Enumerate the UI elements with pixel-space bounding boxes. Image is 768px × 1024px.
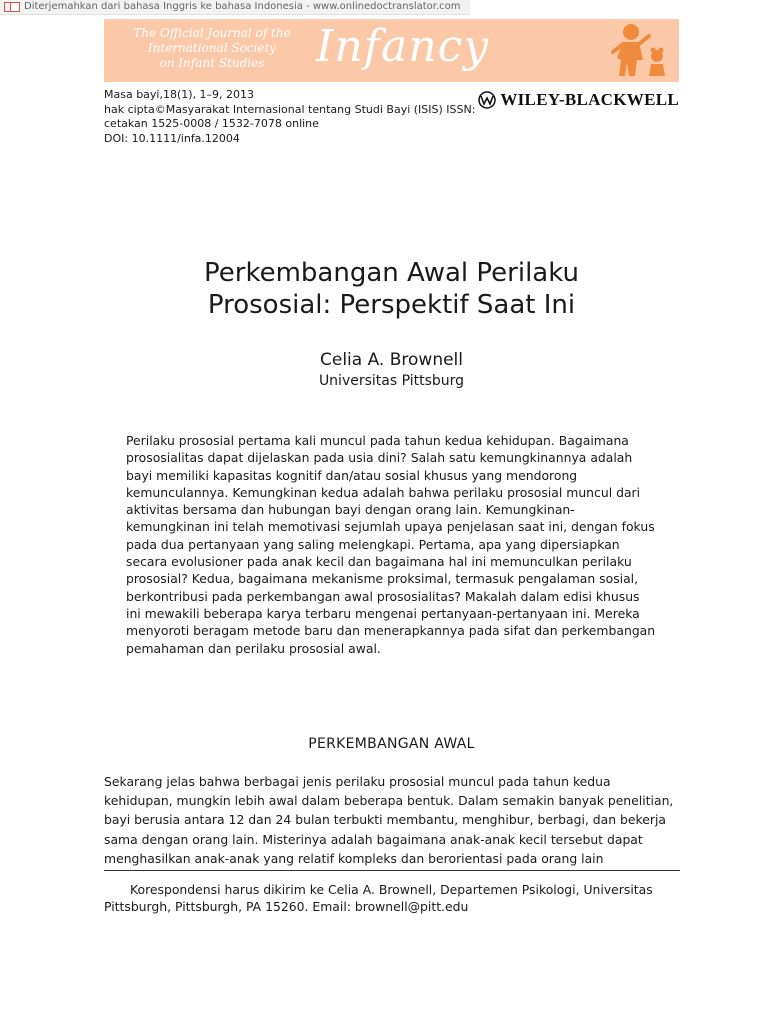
- article-title: [104, 257, 679, 321]
- author-affiliation: Universitas Pittsburg: [318, 373, 465, 389]
- footnote-divider: [104, 870, 680, 871]
- abstract-line: prososial? Kedua, bagaimana mekanisme proksimal, termasuk pengalaman sosial,: [126, 571, 639, 587]
- body-line: Sekarang jelas bahwa berbagai jenis perilaku prososial muncul pada tahun kedua: [104, 774, 611, 789]
- translator-notice-bar[interactable]: [0, 0, 470, 15]
- abstract-line: bayi memiliki kapasitas kognitif dan/atau sosial khusus yang mendorong: [126, 467, 578, 483]
- issn: cetakan 1525-0008 / 1532-7078 online: [104, 117, 319, 130]
- society-line: The Official Journal of the: [133, 26, 291, 40]
- correspondence-footnote: [104, 881, 680, 915]
- copyright: hak cipta©Masyarakat Internasional tentang Studi Bayi (ISIS) ISSN:: [104, 102, 476, 116]
- journal-banner: [104, 19, 679, 82]
- publisher-logo: [477, 90, 679, 110]
- body-line: bayi berusia antara 12 dan 24 bulan terbukti membantu, menghibur, berbagi, dan bekerja: [104, 812, 666, 828]
- body-paragraph: [104, 772, 680, 868]
- translator-logo-icon: [4, 2, 20, 12]
- abstract-line: aktivitas bersama dan hubungan bayi dengan orang lain. Kemungkinan-: [126, 502, 575, 518]
- abstract-line: kemunculannya. Kemungkinan kedua adalah bahwa perilaku prososial muncul dari: [126, 484, 641, 500]
- abstract-line: kemungkinan ini telah memotivasi sejumlah upaya penjelasan saat ini, dengan fokus: [126, 519, 655, 535]
- abstract-line: prososialitas dapat dijelaskan pada usia dini? Salah satu kemungkinannya adalah: [126, 450, 633, 466]
- body-line: menghasilkan anak-anak yang relatif kompleks dan berorientasi pada orang lain: [104, 850, 604, 866]
- society-line: International Society: [147, 41, 277, 55]
- body-line: sama dengan orang lain. Misterinya adalah bagaimana anak-anak kecil tersebut dapat: [104, 831, 643, 847]
- author-name: Celia A. Brownell: [320, 350, 463, 370]
- citation: Masa bayi,18(1), 1–9, 2013: [104, 88, 255, 101]
- abstract-line: pada dua pertanyaan yang saling melengkapi. Pertama, apa yang dipersiapkan: [126, 536, 620, 552]
- abstract-line: Perilaku prososial pertama kali muncul pada tahun kedua kehidupan. Bagaimana: [126, 433, 629, 448]
- footnote-line: Pittsburgh, Pittsburgh, PA 15260. Email: brownell@pitt.edu: [104, 899, 469, 914]
- abstract-line: ini mewakili beberapa karya terbaru mengenai pertanyaan-pertanyaan ini. Mereka: [126, 605, 640, 621]
- wiley-emblem-icon: [477, 91, 497, 109]
- title-line: Perkembangan Awal Perilaku: [204, 258, 579, 288]
- society-line: on Infant Studies: [159, 56, 265, 70]
- abstract-line: menyoroti beragam metode baru dan menerapkannya pada sifat dan perkembangan: [126, 623, 656, 639]
- child-figure-icon: [609, 22, 671, 78]
- abstract-line: pemahaman dan perilaku prososial awal.: [126, 640, 381, 656]
- journal-name: Infancy: [316, 21, 490, 72]
- abstract-line: secara evolusioner pada anak kecil dan bagaimana hal ini memunculkan perilaku: [126, 554, 632, 570]
- article-meta: [104, 88, 475, 146]
- abstract-line: berkontribusi pada perkembangan awal prososialitas? Makalah dalam edisi khusus: [126, 588, 640, 604]
- publisher-name: WILEY-BLACKWELL: [500, 90, 679, 109]
- section-heading: PERKEMBANGAN AWAL: [308, 736, 475, 752]
- footnote-line: Korespondensi harus dikirim ke Celia A. Brownell, Departemen Psikologi, Universitas: [130, 882, 653, 897]
- body-line: kehidupan, mungkin lebih awal dalam beberapa bentuk. Dalam semakin banyak penelitian,: [104, 793, 674, 809]
- title-line: Prososial: Perspektif Saat Ini: [207, 290, 576, 320]
- society-tagline: [112, 26, 312, 71]
- translator-notice-text[interactable]: Diterjemahkan dari bahasa Inggris ke bahasa Indonesia - www.onlinedoctranslator.com: [24, 1, 461, 12]
- doi: DOI: 10.1111/infa.12004: [104, 131, 240, 145]
- abstract: [126, 432, 666, 657]
